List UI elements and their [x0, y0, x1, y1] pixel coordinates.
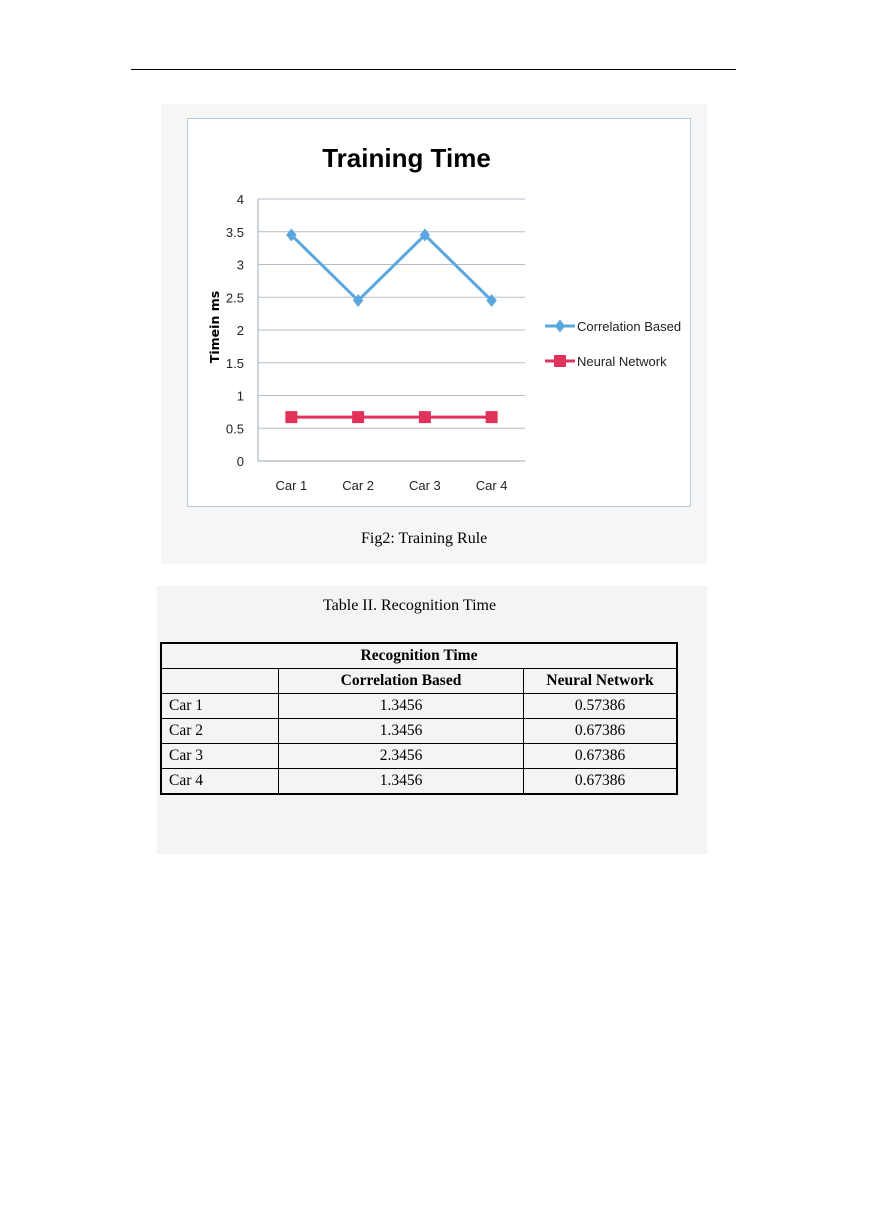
- table-cell: 1.3456: [279, 769, 524, 795]
- table-cell: 0.67386: [524, 769, 678, 795]
- x-tick-label: Car 3: [408, 478, 441, 493]
- figure-caption: Fig2: Training Rule: [361, 530, 488, 547]
- row-label: Car 1: [161, 694, 279, 719]
- table-row: [161, 719, 677, 744]
- y-tick-label: 0: [236, 454, 244, 469]
- table-title-row: [161, 643, 677, 669]
- table-cell: 0.67386: [524, 719, 678, 744]
- data-point: [486, 411, 498, 423]
- table-cell: 0.57386: [524, 694, 678, 719]
- chart-canvas: [188, 119, 692, 508]
- legend-swatch-marker: [554, 355, 566, 367]
- data-point: [352, 411, 364, 423]
- row-label: Car 4: [161, 769, 279, 795]
- legend-swatch-marker: [555, 320, 565, 333]
- y-tick-label: 4: [236, 192, 244, 207]
- row-label: Car 2: [161, 719, 279, 744]
- y-tick-label: 2.5: [225, 290, 244, 306]
- y-tick-label: 3.5: [225, 224, 244, 240]
- recognition-time-table: [160, 642, 678, 795]
- table-row: [161, 769, 677, 795]
- row-label: Car 3: [161, 744, 279, 769]
- y-tick-label: 3: [236, 257, 244, 273]
- x-tick-label: Car 2: [342, 478, 375, 493]
- legend-label: Correlation Based: [577, 319, 682, 334]
- table-cell: 2.3456: [279, 744, 524, 769]
- table-cell: 0.67386: [524, 744, 678, 769]
- y-tick-label: 1: [236, 388, 244, 404]
- header-rule: [131, 69, 736, 70]
- training-time-chart: [187, 118, 691, 507]
- data-point: [285, 411, 297, 423]
- table-cell: 1.3456: [279, 719, 524, 744]
- y-tick-label: 1.5: [225, 355, 244, 371]
- header-cell: Correlation Based: [279, 669, 524, 694]
- header-cell: Neural Network: [524, 669, 678, 694]
- x-tick-label: Car 4: [475, 478, 508, 493]
- table-header-row: [161, 669, 677, 694]
- table-row: [161, 694, 677, 719]
- table-title: Recognition Time: [161, 643, 677, 669]
- table-row: [161, 744, 677, 769]
- x-tick-label: Car 1: [275, 478, 308, 493]
- table-cell: 1.3456: [279, 694, 524, 719]
- y-tick-label: 0.5: [225, 421, 244, 437]
- y-tick-label: 2: [236, 323, 244, 338]
- series-line: [291, 235, 491, 301]
- header-cell: [161, 669, 279, 694]
- data-point: [419, 411, 431, 423]
- chart-title: Training Time: [322, 143, 491, 173]
- y-axis-label: Timein ms: [207, 290, 222, 364]
- legend-label: Neural Network: [577, 354, 667, 369]
- table-caption: Table II. Recognition Time: [323, 597, 497, 614]
